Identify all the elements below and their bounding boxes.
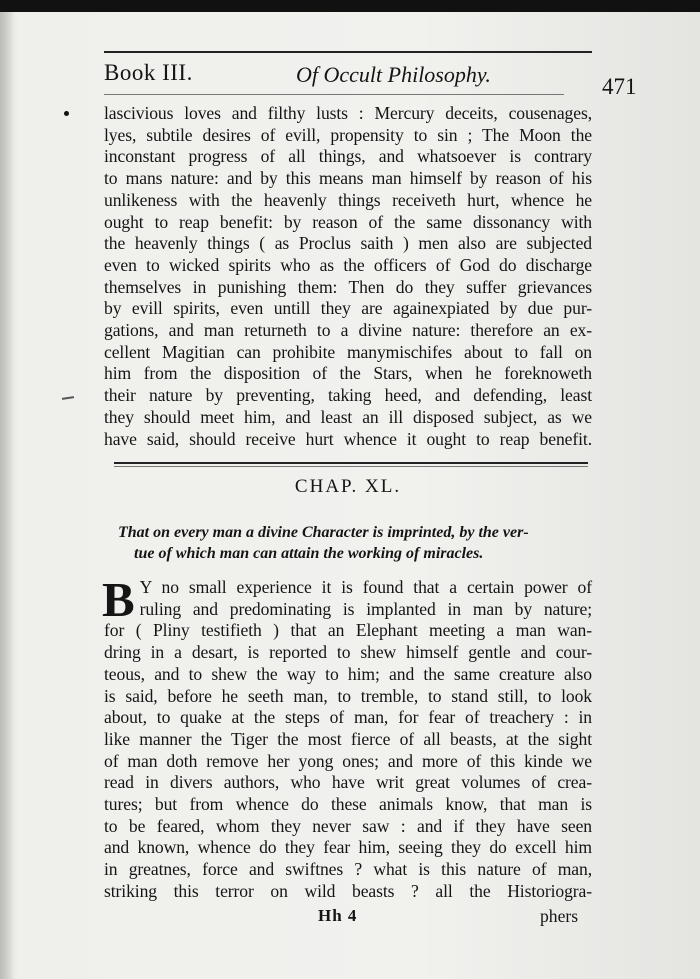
header-underline (104, 94, 564, 95)
text-line: striking this terror on wild beasts ? all the Historiogra- (104, 880, 592, 901)
text-line: in greatnes, force and swiftnes ? what is this nature of man, (104, 859, 592, 880)
header-rule (104, 51, 592, 53)
text-line: Y no small experience it is found that a certain power of (139, 577, 592, 597)
text-line: themselves in punishing them: Then do they suffer grievances (104, 276, 592, 297)
page-number: 471 (602, 74, 637, 99)
text-line: like manner the Tiger the most fierce of all beasts, at the sight (104, 728, 592, 749)
text-line: lyes, subtile desires of evill, propensity to sin ; The Moon the (104, 124, 592, 145)
scan-top-edge (0, 0, 700, 12)
catchword: phers (540, 906, 579, 926)
chapter-subtitle-line: That on every man a divine Character is imprinted, by the ver- (118, 524, 529, 541)
text-line: to mans nature: and by this means man himself by reason of his (104, 168, 592, 189)
margin-dot (64, 111, 69, 116)
text-line: gations, and man returneth to a divine nature: therefore an ex- (104, 320, 592, 341)
text-line: unlikeness with the heavenly things receiveth hurt, whence he (104, 189, 592, 210)
chapter-heading: CHAP. XL. (294, 476, 402, 497)
continued-text (104, 103, 592, 450)
chapter-subtitle (118, 522, 588, 564)
text-line: the heavenly things ( as Proclus saith ) men also are subjected (104, 233, 592, 254)
page-gutter-shadow (0, 12, 14, 979)
chapter-body (102, 572, 592, 903)
book-label: Book III. (104, 60, 193, 85)
text-line: him from the disposition of the Stars, when he foreknoweth (104, 363, 592, 384)
section-divider-thin (114, 466, 588, 467)
text-line: for ( Pliny testifieth ) that an Elephant meeting a man wan- (104, 620, 592, 641)
text-line: lascivious loves and filthy lusts : Mercury deceits, cousenages, (104, 103, 592, 123)
text-line: by evill spirits, even untill they are againexpiated by due pur- (104, 298, 592, 319)
text-line: their nature by preventing, taking heed, and defending, least (104, 385, 592, 406)
text-line: have said, should receive hurt whence it ought to reap benefit. (104, 428, 592, 449)
text-line: to be feared, whom they never saw : and if they have seen (104, 815, 592, 836)
text-line: tures; but from whence do these animals know, that man is (104, 794, 592, 815)
text-line: of man doth remove her yong ones; and more of this kinde we (104, 750, 592, 771)
text-line: dring in a desart, is reported to shew himself gentle and cour- (104, 642, 592, 663)
text-line: cellent Magitian can prohibite manymischifes about to fall on (104, 341, 592, 362)
text-line: read in divers authors, who have writ great volumes of crea- (104, 772, 592, 793)
running-header (104, 58, 660, 99)
text-line: teous, and to shew the way to him; and the same creature also (104, 663, 592, 684)
chapter-subtitle-line: tue of which man can attain the working of miracles. (134, 545, 484, 562)
section-divider (114, 462, 588, 464)
text-line: about, to quake at the steps of man, for fear of treachery : in (104, 707, 592, 728)
text-line: inconstant progress of all things, and whatsoever is contrary (104, 146, 592, 167)
running-title: Of Occult Philosophy. (296, 62, 491, 87)
signature-mark: Hh 4 (318, 906, 358, 925)
text-line: ought to reap benefit: by reason of the same dissonancy with (104, 211, 592, 232)
drop-cap: B (102, 572, 135, 627)
text-line: is said, before he seeth man, to tremble, to stand still, to look (104, 685, 592, 706)
text-line: they should meet him, and least an ill disposed subject, as we (104, 406, 592, 427)
text-line: ruling and predominating is implanted in man by nature; (139, 598, 592, 619)
text-line: even to wicked spirits who as the officers of God do discharge (104, 254, 592, 275)
margin-mark (62, 396, 74, 400)
text-line: and known, whence do they fear him, seeing they do excell him (104, 837, 592, 858)
